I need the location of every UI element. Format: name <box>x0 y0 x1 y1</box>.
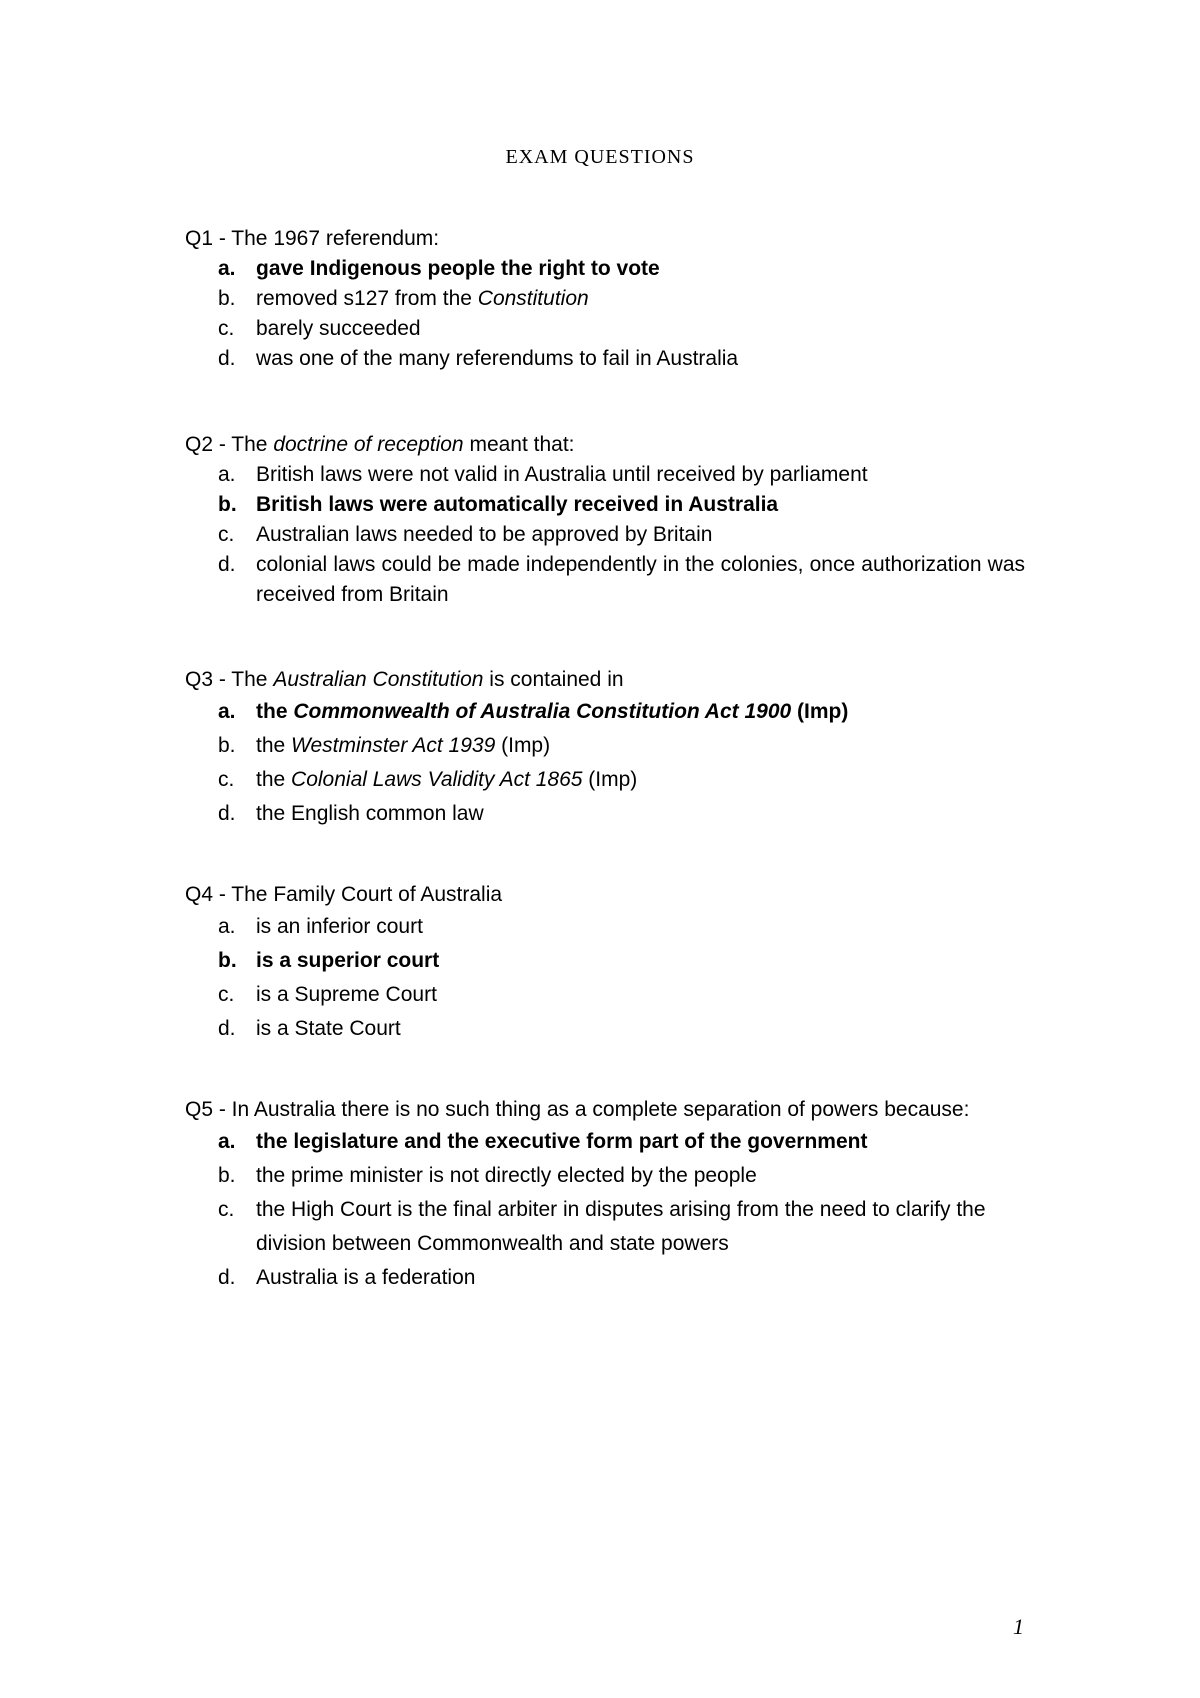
option-text: the <box>256 700 294 723</box>
question-stem <box>185 1095 1025 1125</box>
option-letter: a. <box>218 700 236 723</box>
option-letter: b. <box>218 287 236 310</box>
option-text: Australia is a federation <box>256 1266 476 1289</box>
option-text: is a Supreme Court <box>256 983 437 1006</box>
answer-option-c <box>185 314 1025 344</box>
document-title: EXAM QUESTIONS <box>505 146 695 168</box>
page-number: 1 <box>1013 1614 1024 1639</box>
answer-option-b <box>185 1159 1025 1193</box>
answer-option-b <box>185 284 1025 314</box>
question-stem <box>185 430 1025 460</box>
option-italic-text: Commonwealth of Australia Constitution Act 1900 <box>293 700 792 723</box>
option-text: barely succeeded <box>256 317 421 340</box>
option-letter: b. <box>218 734 236 757</box>
answer-option-b <box>185 729 1025 763</box>
option-letter: a. <box>218 257 236 280</box>
option-text: the High Court is the final arbiter in disputes arising from the need to clarify the division between Commonwealth and state powers <box>256 1198 986 1255</box>
answer-option-c <box>185 763 1025 797</box>
option-letter: c. <box>218 983 235 1006</box>
option-text: Australian laws needed to be approved by Britain <box>256 523 713 546</box>
question-2 <box>185 430 1025 610</box>
option-letter: d. <box>218 802 236 825</box>
option-letter: a. <box>218 915 236 938</box>
answer-option-d <box>185 550 1025 610</box>
answer-option-a <box>185 254 1025 284</box>
option-letter: d. <box>218 1266 236 1289</box>
stem-italic-text: doctrine of reception <box>273 433 464 456</box>
stem-italic-text: Australian Constitution <box>273 668 484 691</box>
answer-option-d <box>185 344 1025 374</box>
option-text: colonial laws could be made independently in the colonies, once authorization was received from Britain <box>256 553 1025 606</box>
option-text: removed s127 from the <box>256 287 478 310</box>
answer-option-a <box>185 1125 1025 1159</box>
option-text: British laws were not valid in Australia until received by parliament <box>256 463 868 486</box>
option-letter: a. <box>218 1130 236 1153</box>
answer-option-d <box>185 1012 1025 1046</box>
option-italic-text: Constitution <box>477 287 589 310</box>
answer-option-a <box>185 695 1025 729</box>
option-text: the legislature and the executive form part of the government <box>256 1130 868 1153</box>
answer-option-c <box>185 1193 1025 1261</box>
stem-text: Q5 - In Australia there is no such thing as a complete separation of powers because: <box>185 1098 970 1121</box>
option-text-suffix: (Imp) <box>791 700 849 723</box>
answer-option-c <box>185 520 1025 550</box>
option-text: is an inferior court <box>256 915 423 938</box>
question-stem <box>185 224 1025 254</box>
question-3 <box>185 665 1025 831</box>
option-letter: b. <box>218 493 237 516</box>
question-1 <box>185 224 1025 374</box>
option-italic-text: Colonial Laws Validity Act 1865 <box>291 768 583 791</box>
answer-option-d <box>185 1261 1025 1295</box>
option-letter: b. <box>218 1164 236 1187</box>
question-stem <box>185 665 1025 695</box>
option-letter: c. <box>218 317 235 340</box>
stem-text: Q4 - The Family Court of Australia <box>185 883 503 906</box>
option-letter: b. <box>218 949 237 972</box>
option-letter: c. <box>218 523 235 546</box>
option-letter: d. <box>218 347 236 370</box>
option-text: was one of the many referendums to fail in Australia <box>256 347 739 370</box>
question-stem <box>185 880 1025 910</box>
option-text-suffix: (Imp) <box>495 734 551 757</box>
answer-option-d <box>185 797 1025 831</box>
option-italic-text: Westminster Act 1939 <box>291 734 496 757</box>
option-text: gave Indigenous people the right to vote <box>256 257 660 280</box>
answer-option-a <box>185 910 1025 944</box>
stem-text-suffix: meant that: <box>463 433 575 456</box>
option-text: the English common law <box>256 802 484 825</box>
option-text: is a superior court <box>256 949 440 972</box>
stem-text-suffix: is contained in <box>483 668 624 691</box>
answer-option-a <box>185 460 1025 490</box>
option-letter: c. <box>218 1198 235 1221</box>
stem-text: Q1 - The 1967 referendum: <box>185 227 440 250</box>
question-4 <box>185 880 1025 1046</box>
option-text: is a State Court <box>256 1017 401 1040</box>
question-5 <box>185 1095 1025 1295</box>
answer-option-b <box>185 490 1025 520</box>
option-text: British laws were automatically received in Australia <box>256 493 779 516</box>
option-text-suffix: (Imp) <box>582 768 638 791</box>
answer-option-b <box>185 944 1025 978</box>
option-text: the prime minister is not directly elected by the people <box>256 1164 757 1187</box>
option-letter: d. <box>218 553 236 576</box>
option-text: the <box>256 734 292 757</box>
option-letter: c. <box>218 768 235 791</box>
answer-option-c <box>185 978 1025 1012</box>
stem-text: Q2 - The <box>185 433 274 456</box>
option-text: the <box>256 768 292 791</box>
option-letter: a. <box>218 463 236 486</box>
stem-text: Q3 - The <box>185 668 274 691</box>
option-letter: d. <box>218 1017 236 1040</box>
